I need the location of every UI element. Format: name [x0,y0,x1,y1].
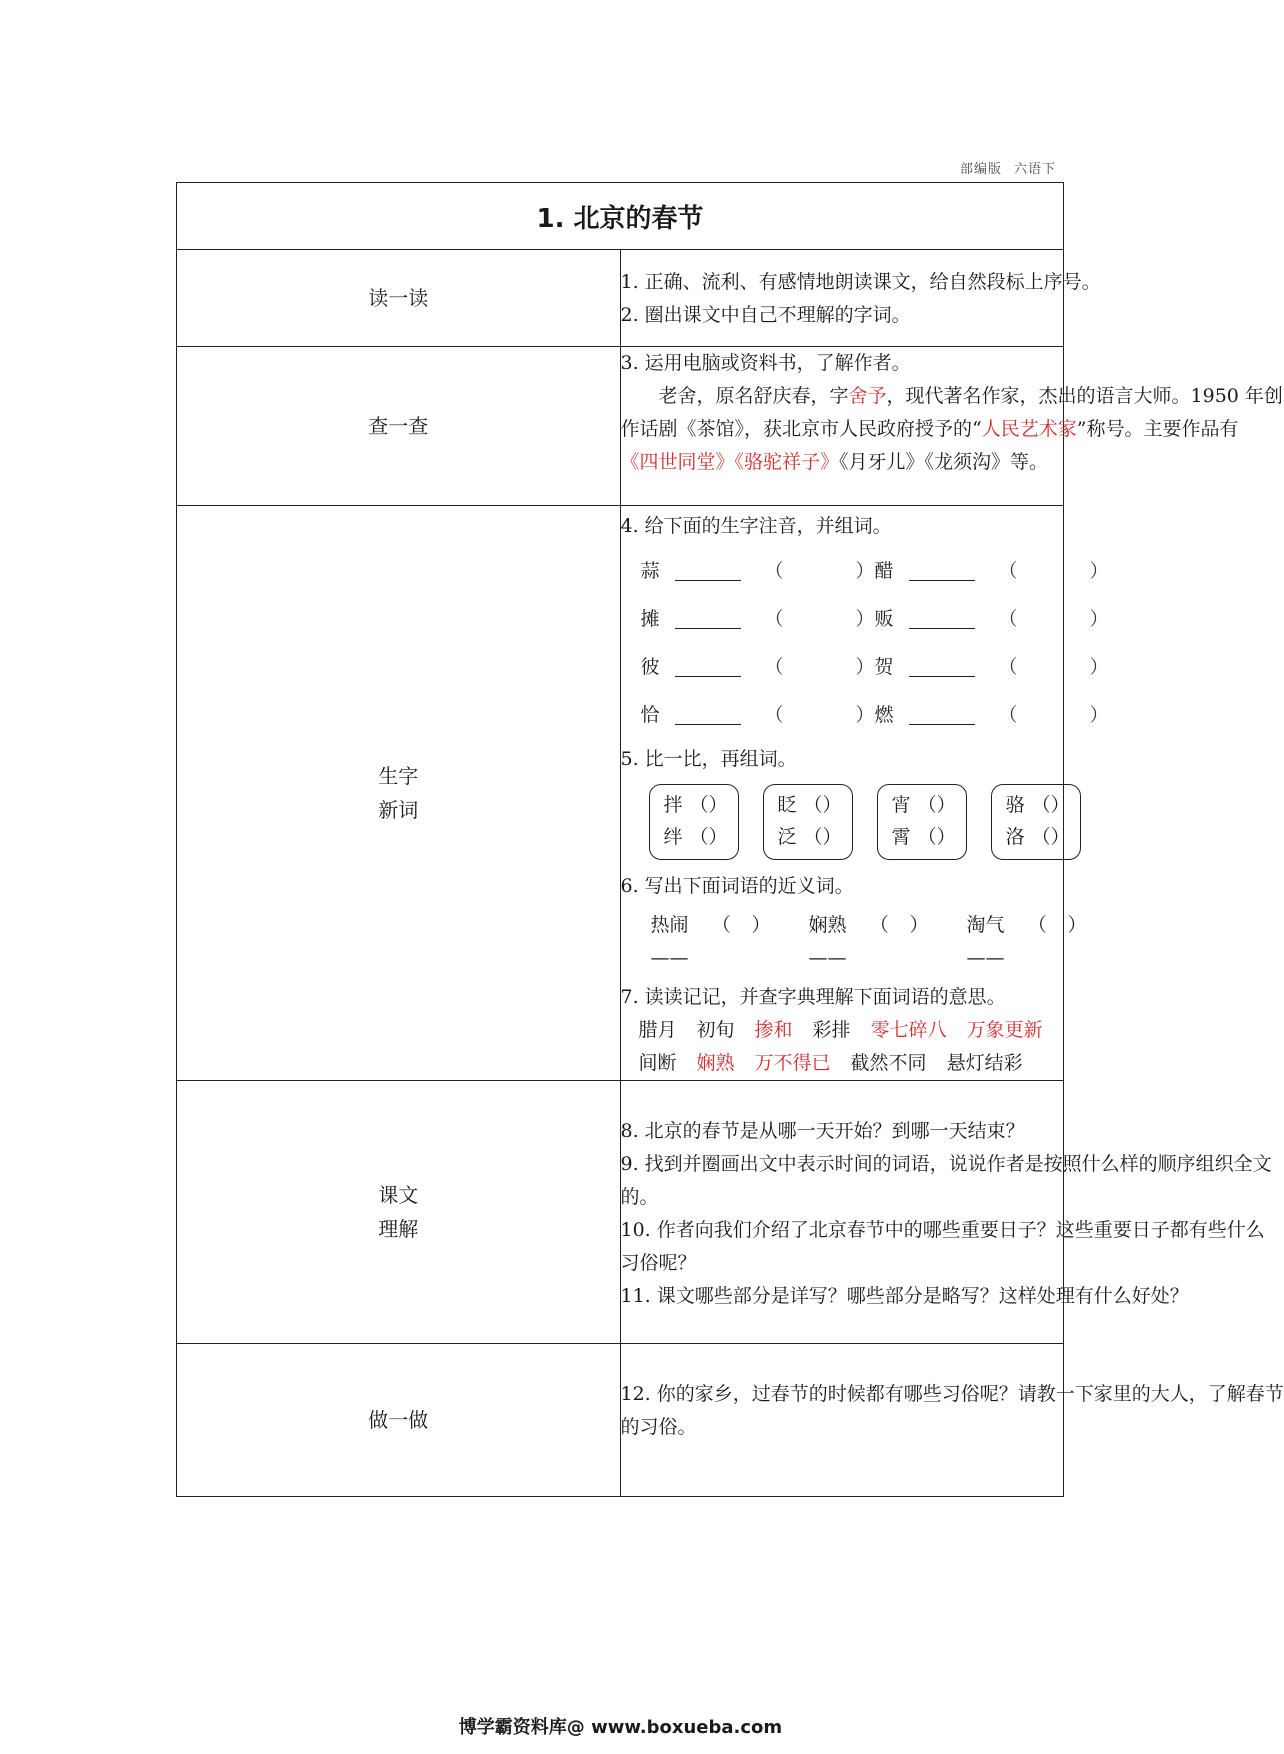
compare-paren[interactable]: （ ） [1031,794,1070,816]
word-paren[interactable]: （ ） [998,655,1109,678]
section-content-do [620,1344,1284,1497]
vocab-word: 腊月 [638,1019,677,1041]
author-works: 《月牙儿》《龙须沟》等。 [839,451,1049,473]
char: 恰 [640,703,660,726]
compare-paren[interactable]: （ ） [689,794,728,816]
section-label-check: 查一查 [177,347,621,506]
vocab-words-row-2 [639,1047,1064,1080]
do-q12: 12. 你的家乡，过春节的时候都有哪些习俗呢？请教一下家里的大人，了解春节 [620,1383,1284,1405]
worksheet-table [176,182,1284,1497]
edition-label: 部编版 [960,162,1003,177]
word-paren[interactable]: （ ） [998,559,1109,582]
vocab-label-line-2: 新词 [378,798,419,822]
section-check [177,347,1064,506]
section-do [177,1344,1064,1497]
char: 摊 [640,607,660,630]
compare-box [877,784,967,860]
compare-paren[interactable]: （ ） [803,826,842,848]
compare-line: 宵 （ ） [892,789,956,821]
char: 贺 [874,655,894,678]
vocab-word-highlighted: 掺和 [754,1019,793,1041]
char: 彼 [640,655,660,678]
char-item [641,603,875,636]
author-text: 老舍，原名舒庆春，字 [658,385,849,407]
vocab-word: 彩排 [812,1019,851,1041]
synonym-paren[interactable]: （ ） [869,914,929,936]
understand-q11: 11. 课文哪些部分是详写？哪些部分是略写？这样处理有什么好处？ [620,1285,1189,1307]
vocab-word-highlighted: 娴熟 [696,1052,735,1074]
pinyin-blank[interactable] [675,706,741,725]
compare-paren[interactable]: （ ） [1031,826,1070,848]
vocab-word-highlighted: 零七碎八 [870,1019,947,1041]
vocab-q6: 6. 写出下面词语的近义词。 [620,875,854,897]
pinyin-blank[interactable] [675,562,741,581]
section-label-understand [177,1081,621,1344]
char-row [640,547,1109,595]
page-title: 1. 北京的春节 [536,203,704,234]
compare-paren[interactable]: （ ） [917,826,956,848]
understand-label-line-1: 课文 [378,1183,419,1207]
synonym-item: 热闹—— （ ） [651,909,771,975]
compare-line: 眨 （ ） [778,789,842,821]
understand-q8: 8. 北京的春节是从哪一天开始？到哪一天结束？ [620,1120,1025,1142]
compare-line: 绊 （ ） [664,821,728,853]
char-item [641,555,875,588]
word-paren[interactable]: （ ） [764,703,875,726]
vocab-word: 间断 [638,1052,677,1074]
char-item [875,603,1109,636]
synonym-row [650,909,1087,975]
pinyin-blank[interactable] [909,562,975,581]
synonym-paren[interactable]: （ ） [1027,914,1087,936]
understand-q9-cont: 的。 [620,1186,659,1208]
word-paren[interactable]: （ ） [998,607,1109,630]
section-label-do: 做一做 [177,1344,621,1497]
word-paren[interactable]: （ ） [764,607,875,630]
section-content-vocab [620,506,1109,1081]
synonym-item: 淘气—— （ ） [967,909,1087,975]
section-label-vocab [177,506,621,1081]
vocab-word: 悬灯结彩 [946,1052,1023,1074]
author-text: 作话剧《茶馆》，获北京市人民政府授予的“ [620,418,982,440]
section-content-check [620,347,1283,506]
section-label-read: 读一读 [177,250,621,347]
pinyin-blank[interactable] [909,610,975,629]
char-item [875,555,1109,588]
vocab-word-highlighted: 万不得已 [754,1052,831,1074]
word-paren[interactable]: （ ） [764,559,875,582]
edition-tag [960,158,1060,177]
word-paren[interactable]: （ ） [998,703,1109,726]
char-row [640,691,1109,739]
compare-box [991,784,1081,860]
compare-boxes [649,784,1070,860]
char-grid [640,547,1109,739]
compare-line: 泛 （ ） [778,821,842,853]
compare-line: 拌 （ ） [664,789,728,821]
author-line-1 [621,380,1283,413]
compare-line: 霄 （ ） [892,821,956,853]
author-courtesy-name: 舍予 [848,385,887,407]
understand-q9: 9. 找到并圈画出文中表示时间的词语，说说作者是按照什么样的顺序组织全文 [620,1153,1272,1175]
compare-paren[interactable]: （ ） [917,794,956,816]
section-content-understand [620,1081,1272,1344]
compare-box [763,784,853,860]
char-item [875,699,1109,732]
compare-paren[interactable]: （ ） [803,794,842,816]
pinyin-blank[interactable] [909,706,975,725]
vocab-q5: 5. 比一比，再组词。 [620,748,797,770]
pinyin-blank[interactable] [909,658,975,677]
footer-watermark: 博学霸资料库@ www.boxueba.com [458,1717,783,1738]
author-line-3 [621,446,1064,479]
read-item-1: 1. 正确、流利、有感情地朗读课文，给自然段标上序号。 [620,271,1101,293]
vocab-word-highlighted: 万象更新 [966,1019,1043,1041]
title-cell [177,183,1064,250]
understand-label-line-2: 理解 [378,1217,419,1241]
vocab-label-line-1: 生字 [378,764,419,788]
char-item [875,651,1109,684]
author-line-2 [620,413,1239,446]
vocab-q7: 7. 读读记记，并查字典理解下面词语的意思。 [620,986,1006,1008]
char: 醋 [874,559,894,582]
compare-box [649,784,739,860]
author-text: ”称号。主要作品有 [1076,418,1239,440]
char-row [640,595,1109,643]
char: 燃 [874,703,894,726]
read-item-2: 2. 圈出课文中自己不理解的字词。 [620,304,911,326]
author-text: ，现代著名作家，杰出的语言大师。1950 年创 [886,385,1283,407]
synonym-paren[interactable]: （ ） [711,914,771,936]
check-question: 3. 运用电脑或资料书，了解作者。 [620,352,911,374]
char-row [640,643,1109,691]
compare-line: 洛 （ ） [1006,821,1070,853]
do-q12-cont: 的习俗。 [620,1416,697,1438]
author-works-red: 《四世同堂》《骆驼祥子》 [620,451,840,473]
char-item [641,651,875,684]
char-item [641,699,875,732]
vocab-word: 初旬 [696,1019,735,1041]
section-content-read [620,250,1101,347]
pinyin-blank[interactable] [675,610,741,629]
synonym-item: 娴熟—— （ ） [809,909,929,975]
vocab-words-row-1 [639,1014,1064,1047]
vocab-word: 截然不同 [850,1052,927,1074]
char: 贩 [874,607,894,630]
understand-q10: 10. 作者向我们介绍了北京春节中的哪些重要日子？这些重要日子都有些什么 [620,1219,1265,1241]
pinyin-blank[interactable] [675,658,741,677]
vocab-q4: 4. 给下面的生字注音，并组词。 [620,515,892,537]
grade-label: 六语下 [1014,162,1057,177]
section-read [177,250,1064,347]
author-title: 人民艺术家 [981,418,1077,440]
word-paren[interactable]: （ ） [764,655,875,678]
char: 蒜 [640,559,660,582]
understand-q10-cont: 习俗呢？ [620,1252,697,1274]
section-understand [177,1081,1064,1344]
section-vocab [177,506,1064,1081]
compare-line: 骆 （ ） [1006,789,1070,821]
compare-paren[interactable]: （ ） [689,826,728,848]
